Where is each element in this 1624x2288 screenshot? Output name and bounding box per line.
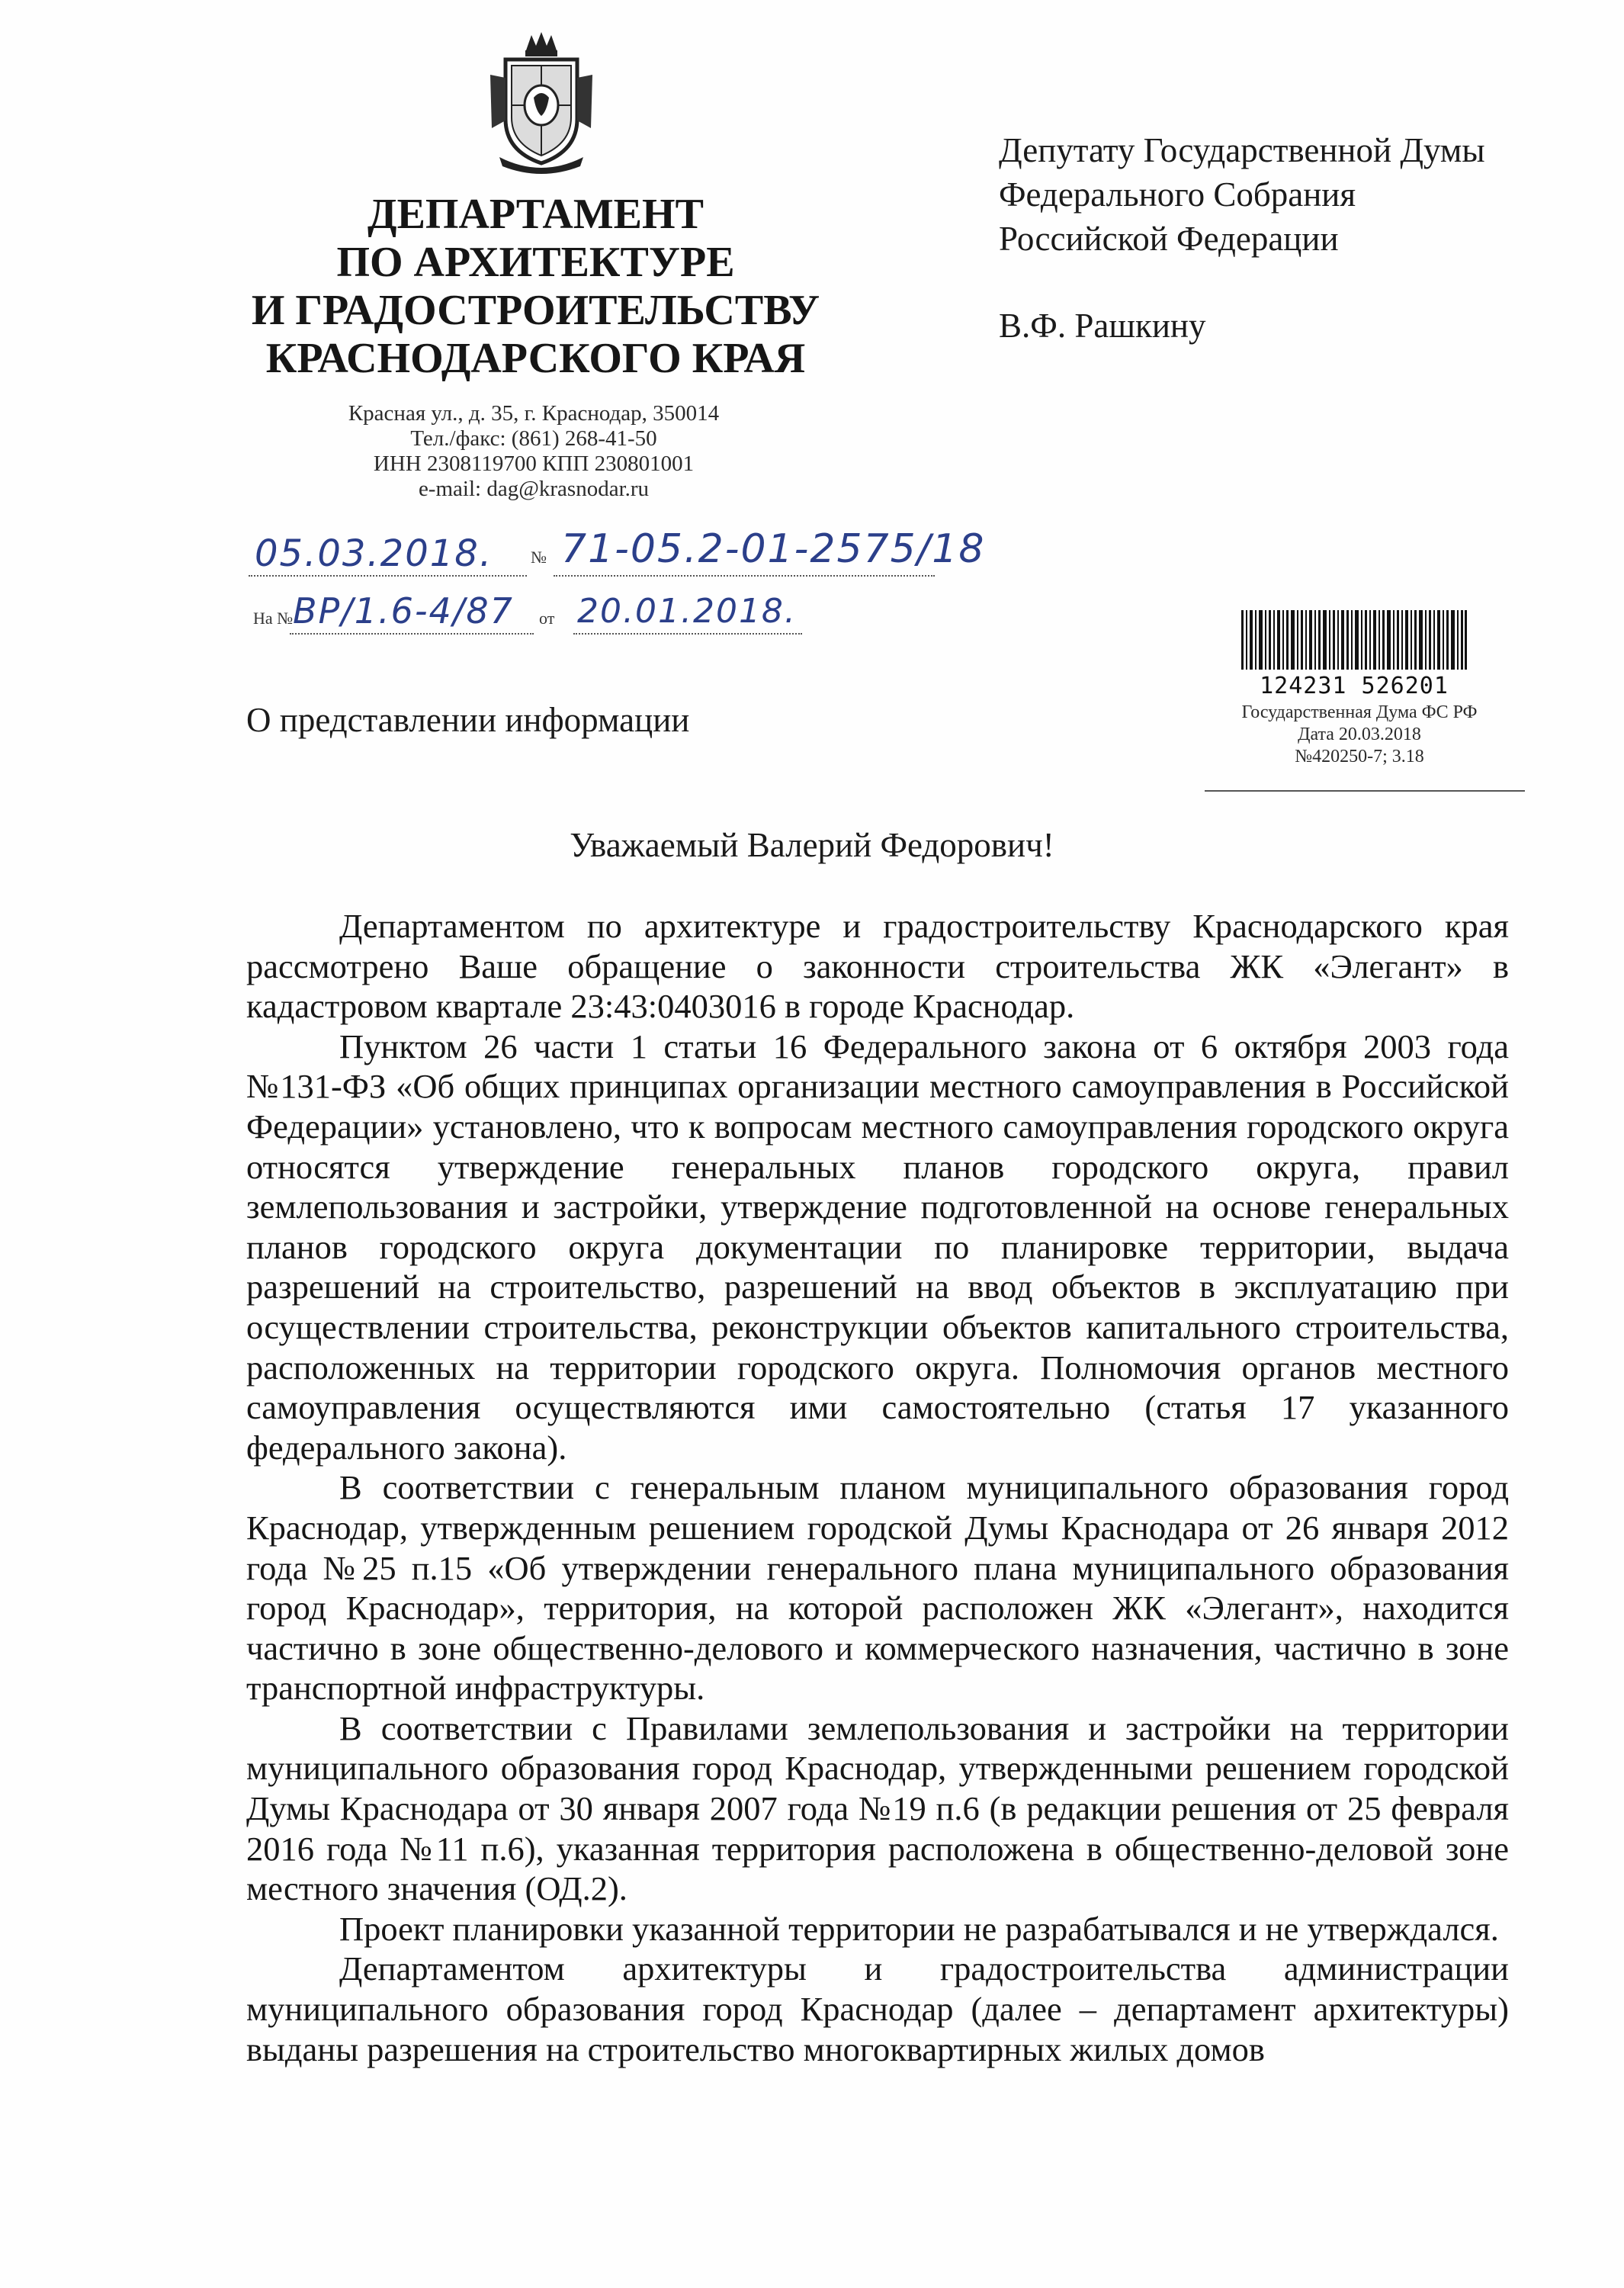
- reply-number-label: На №: [253, 609, 294, 628]
- department-line-2: ПО АРХИТЕКТУРЕ: [336, 239, 735, 286]
- body-paragraph-2: Пунктом 26 части 1 статьи 16 Федерального закона от 6 октября 2003 года №131-ФЗ «Об общих принципах организации местного самоуправления в Российской Федерации» установлено, что к вопросам местного самоуправления городского округа относятся утверждение генеральных планов городского округа, правил землепользования и застройки, утверждение подготовленной на основе генеральных планов городского округа документации по планировке территории, выдача разрешений на строительство, разрешений на ввод объектов в эксплуатацию при осуществлении строительства, реконструкции объектов капитального строительства, расположенных на территории городского округа. Полномочия органов местного самоуправления осуществляются ими самостоятельно (статья 17 указанного федерального закона).: [246, 1027, 1509, 1467]
- department-name: [191, 191, 881, 383]
- reply-reference: [253, 589, 863, 635]
- stamp-line-2: Дата 20.03.2018: [1298, 725, 1421, 744]
- body-paragraph-5: Проект планировки указанной территории не разрабатывался и не утверждался.: [339, 1909, 1499, 1948]
- barcode: [1234, 610, 1475, 700]
- outgoing-date: 05.03.2018.: [255, 532, 493, 575]
- addressee-block: [999, 128, 1578, 348]
- letter-body: [246, 906, 1509, 2069]
- dotted-line: [290, 633, 534, 635]
- stamp-line-3: №420250-7; 3.18: [1295, 747, 1424, 766]
- outgoing-number: 71-05.2-01-2575/18: [561, 526, 986, 572]
- department-email: e-mail: dag@krasnodar.ru: [418, 477, 650, 501]
- department-line-3: И ГРАДОСТРОИТЕЛЬСТВУ: [251, 287, 820, 334]
- reply-date: 20.01.2018.: [577, 592, 797, 631]
- body-paragraph-6: Департаментом архитектуры и градостроительства администрации муниципального образования город Краснодар (далее – департамент архитектуры) выданы разрешения на строительство многоквартирных жилых домов: [246, 1949, 1509, 2068]
- addressee-line-1: Депутату Государственной Думы: [999, 131, 1485, 169]
- krasnodar-coat-of-arms-icon: [484, 29, 599, 174]
- stamp-underline: [1205, 790, 1525, 792]
- stamp-line-1: Государственная Дума ФС РФ: [1241, 702, 1478, 722]
- addressee-line-3: Российской Федерации: [999, 220, 1339, 258]
- salutation: Уважаемый Валерий Федорович!: [570, 826, 1054, 864]
- addressee-line-2: Федерального Собрания: [999, 175, 1356, 214]
- barcode-bars: [1241, 610, 1467, 670]
- duma-registration-stamp: [1189, 702, 1529, 792]
- reply-date-label: от: [539, 609, 555, 628]
- dotted-line: [573, 633, 802, 635]
- body-paragraph-4: В соответствии с Правилами землепользования и застройки на территории муниципального образования город Краснодар, утвержденными решением городской Думы Краснодара от 30 января 2007 года №19 п.6 (в редакции решения от 25 февраля 2016 года №11 п.6), указанная территория расположена в общественно-деловой зоне местного значения (ОД.2).: [246, 1708, 1509, 1908]
- department-address: Красная ул., д. 35, г. Краснодар, 350014: [348, 401, 720, 426]
- body-paragraph-1: Департаментом по архитектуре и градостроительству Краснодарского края рассмотрено Ваше обращение о законности строительства ЖК «Элегант» в кадастровом квартале 23:43:0403016 в городе Краснодар.: [246, 907, 1509, 1026]
- dotted-line: [554, 575, 935, 577]
- letter-subject: О представлении информации: [246, 701, 690, 739]
- department-line-4: КРАСНОДАРСКОГО КРАЯ: [265, 335, 806, 382]
- outgoing-registration: [249, 526, 996, 580]
- outgoing-number-label: №: [531, 548, 548, 567]
- barcode-number: 124231 526201: [1260, 673, 1449, 699]
- addressee-name: В.Ф. Рашкину: [999, 307, 1206, 345]
- reply-number: ВР/1.6-4/87: [293, 590, 514, 631]
- department-phone: Тел./факс: (861) 268-41-50: [410, 426, 657, 451]
- department-inn-kpp: ИНН 2308119700 КПП 230801001: [373, 451, 695, 476]
- department-contacts: [274, 401, 793, 502]
- body-paragraph-3: В соответствии с генеральным планом муниципального образования город Краснодар, утвержденным решением городской Думы Краснодара от 26 января 2012 года №25 п.15 «Об утверждении генерального плана муниципального образования город Краснодар», территория, на которой расположен ЖК «Элегант», находится частично в зоне общественно-делового и коммерческого назначения, частично в зоне транспортной инфраструктуры.: [246, 1468, 1509, 1708]
- dotted-line: [249, 575, 527, 577]
- department-line-1: ДЕПАРТАМЕНТ: [367, 191, 704, 238]
